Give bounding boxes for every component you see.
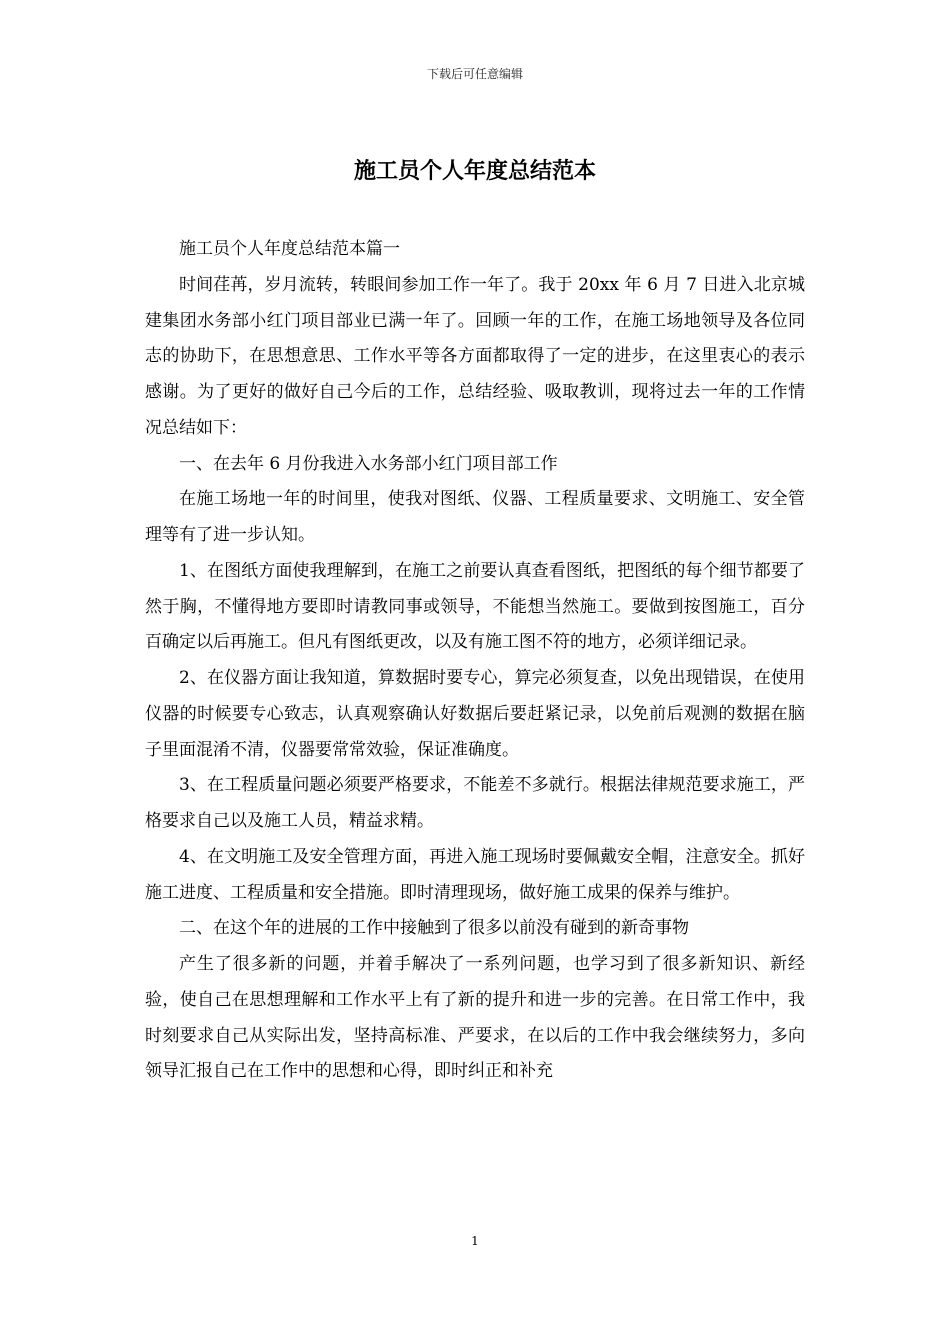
list-item-quality: 3、在工程质量问题必须要严格要求，不能差不多就行。根据法律规范要求施工，严格要求自己以及施工人员，精益求精。 — [145, 775, 805, 831]
paragraph-new-problems: 产生了很多新的问题，并着手解决了一系列问题，也学习到了很多新知识、新经验，使自己在思想理解和工作水平上有了新的提升和进一步的完善。在日常工作中，我时刻要求自己从实际出发，坚持高标准、严要求，在以后的工作中我会继续努力，多向领导汇报自己在工作中的思想和心得，即时纠正和补充 — [145, 954, 805, 1082]
document-body — [145, 232, 805, 1090]
section-heading-one: 一、在去年 6 月份我进入水务部小红门项目部工作 — [179, 453, 558, 474]
section-heading-part-one: 施工员个人年度总结范本篇一 — [179, 239, 400, 259]
section-heading-two: 二、在这个年的进展的工作中接触到了很多以前没有碰到的新奇事物 — [179, 918, 689, 939]
page-header-note: 下载后可任意编辑 — [426, 67, 523, 81]
paragraph-site-overview: 在施工场地一年的时间里，使我对图纸、仪器、工程质量要求、文明施工、安全管理等有了进一步认知。 — [145, 489, 805, 545]
list-item-instruments: 2、在仪器方面让我知道，算数据时要专心，算完必须复查，以免出现错误，在使用仪器的时候要专心致志，认真观察确认好数据后要赶紧记录，以免前后观测的数据在脑子里面混淆不清，仪器要常常效验，保证准确度。 — [145, 668, 805, 760]
list-item-safety: 4、在文明施工及安全管理方面，再进入施工现场时要佩戴安全帽，注意安全。抓好施工进度、工程质量和安全措施。即时清理现场，做好施工成果的保养与维护。 — [145, 846, 805, 903]
page-number: 1 — [471, 1234, 479, 1248]
document-title: 施工员个人年度总结范本 — [353, 158, 596, 184]
list-item-drawings: 1、在图纸方面使我理解到，在施工之前要认真查看图纸，把图纸的每个细节都要了然于胸，不懂得地方要即时请教同事或领导，不能想当然施工。要做到按图施工，百分百确定以后再施工。但凡有图纸更改，以及有施工图不符的地方，必须详细记录。 — [145, 560, 805, 653]
paragraph-intro: 时间荏苒，岁月流转，转眼间参加工作一年了。我于 20xx 年 6 月 7 日进入北京城建集团水务部小红门项目部业已满一年了。回顾一年的工作，在施工场地领导及各位同志的协助下，在思想意思、工作水平等各方面都取得了一定的进步，在这里衷心的表示感谢。为了更好的做好自己今后的工作，总结经验、吸取教训，现将过去一年的工作情况总结如下： — [145, 274, 805, 438]
